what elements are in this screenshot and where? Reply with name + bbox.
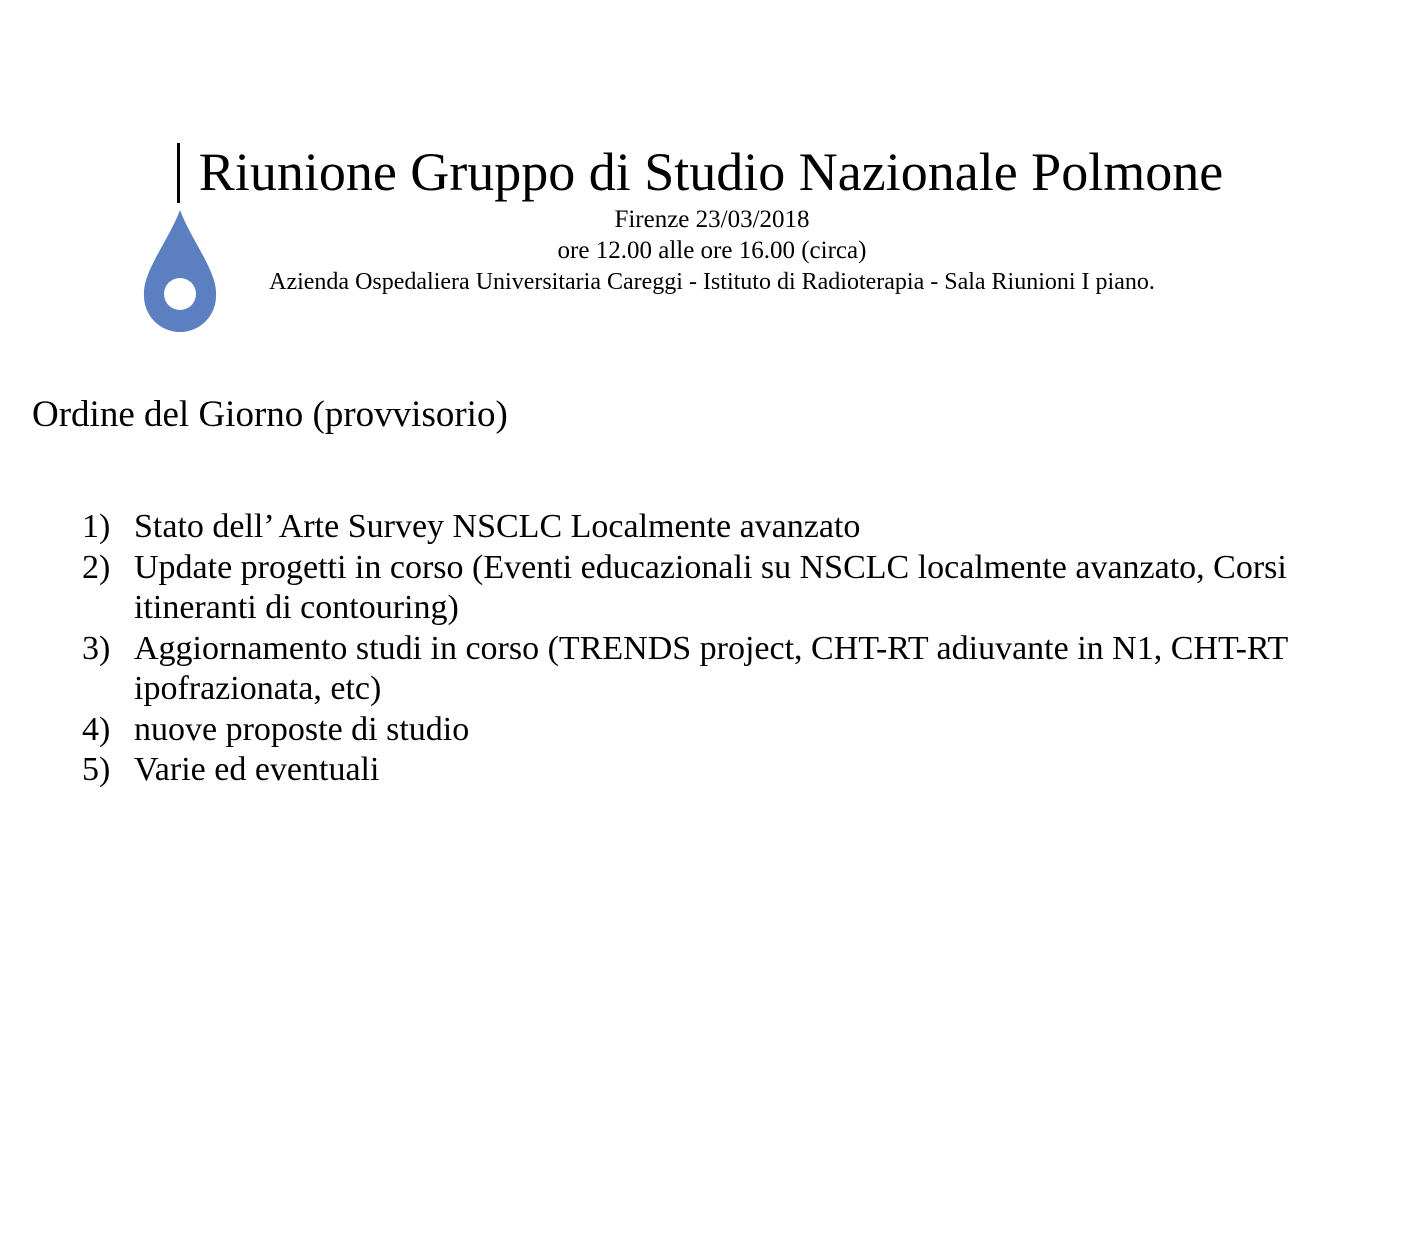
agenda-item[interactable]: [82, 548, 1412, 629]
agenda-item-number: 4): [82, 710, 111, 748]
agenda-item[interactable]: [82, 710, 1412, 751]
text-cursor: [177, 143, 180, 203]
agenda-item-text[interactable]: Aggiornamento studi in corso (TRENDS project, CHT-RT adiuvante in N1, CHT-RT ipofrazionata, etc): [134, 629, 1288, 707]
agenda-item[interactable]: [82, 629, 1412, 710]
meeting-location[interactable]: Azienda Ospedaliera Universitaria Careggi - Istituto di Radioterapia - Sala Riunioni I piano.: [269, 269, 1155, 295]
document-title[interactable]: Riunione Gruppo di Studio Nazionale Polmone: [198, 142, 1224, 202]
agenda-item-text[interactable]: Stato dell’ Arte Survey NSCLC Localmente avanzato: [134, 508, 861, 545]
meeting-time[interactable]: ore 12.00 alle ore 16.00 (circa): [557, 237, 867, 264]
agenda-item-number: 1): [82, 508, 111, 545]
agenda-item-number: 3): [82, 629, 111, 667]
agenda-item[interactable]: [82, 507, 1412, 548]
agenda-item[interactable]: [82, 750, 1412, 791]
selection-drop-handle-icon[interactable]: [141, 210, 219, 332]
agenda-item-text[interactable]: nuove proposte di studio: [134, 710, 470, 748]
agenda-item-text[interactable]: Update progetti in corso (Eventi educazionali su NSCLC localmente avanzato, Corsi itineranti di contouring): [134, 548, 1287, 626]
agenda-heading[interactable]: Ordine del Giorno (provvisorio): [32, 394, 508, 435]
agenda-item-number: 2): [82, 548, 111, 586]
agenda-list: [82, 507, 1412, 791]
meeting-date[interactable]: Firenze 23/03/2018: [614, 206, 810, 233]
agenda-item-number: 5): [82, 751, 111, 788]
agenda-item-text[interactable]: Varie ed eventuali: [134, 751, 380, 788]
